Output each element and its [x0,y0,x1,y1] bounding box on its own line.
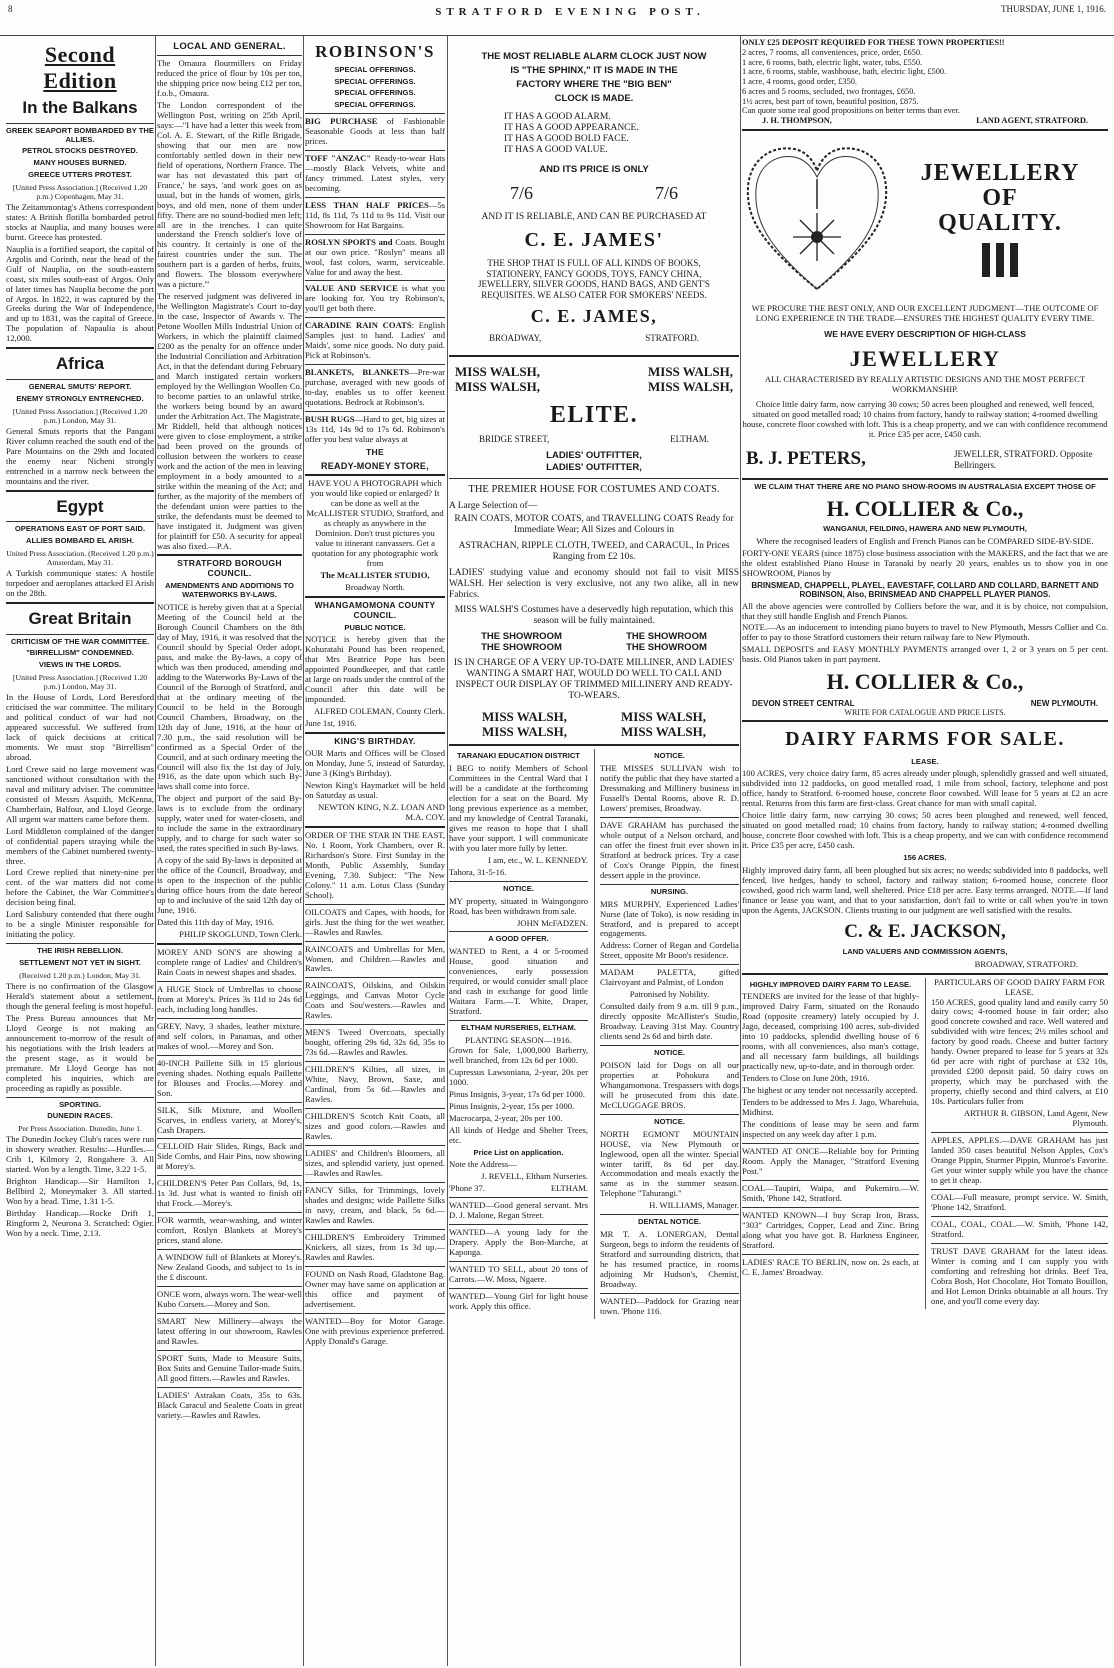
notice-paragraph: MADAM PALETTA, gifted Clairvoyant and Palmist, of London [600,967,739,988]
selection-line: A Large Selection of— [449,500,538,511]
subheading: THE IRISH REBELLION. [37,946,123,956]
jewellery-heading: JEWELLERY [849,345,1001,371]
notice-date: June 1st, 1916. [305,718,357,729]
notice-paragraph: A copy of the said By-laws is deposited at the office of the Council, Broadway, and is open to the inspection of the public during office hours from the date hereof up to and inclusive of the said 12th day of June, 1916. [157,855,302,916]
astrachan-line: ASTRACHAN, RIPPLE CLOTH, TWEED, and CARACUL, In Prices Ranging from £2 10s. [458,540,730,562]
classified-ad: ORDER OF THE STAR IN THE EAST, No. 1 Room, York Chambers, over R. Richardson's Store. First Sunday in the Month, Public Assembly, Sunday Evening, 7.30. Subject: "The New Colony." 11 a.m. Lotus Class (Sunday School). [305,829,445,900]
clock-features: IT HAS A GOOD ALARM. IT HAS A GOOD APPEARANCE. IT HAS A GOOD BOLD FACE. IT HAS A GOOD VALUE. [504,112,639,156]
piano-paragraph: FORTY-ONE YEARS (since 1875) close business association with the MAKERS, and the fact that we are the oldest established Piano House in Taranaki by nearly 20 years, enables us to show you in one SHOWROOM, Pianos by [742,548,1108,579]
jackson-role: LAND VALUERS AND COMMISSION AGENTS, [842,946,1008,956]
procure-line: WE PROCURE THE BEST ONLY, AND OUR EXCELLENT JUDGMENT—THE OUTCOME OF LONG EXPERIENCE IN THE TRADE—ENSURES THE HIGHEST QUALITY EVERY TIME. [751,302,1099,323]
classified-ad: WANTED—Paddock for Grazing near town. 'Phone 116. [600,1295,739,1316]
every-description: WE HAVE EVERY DESCRIPTION OF HIGH-CLASS [824,328,1026,339]
column-rule [447,36,448,1666]
jackson-address: BROADWAY, STRATFORD. [974,958,1078,969]
masthead [0,0,1114,36]
classified-ad: APPLES, APPLES.—DAVE GRAHAM has just landed 350 cases beautiful Nelson Apples, Cox's Orange Pippin, Sturmer Pippin, Munroe's Favorite. Get your winter supply while you have the chance to get it cheap. [931,1135,1108,1185]
acres-heading: 156 ACRES. [903,853,947,863]
column-4-ads [449,38,739,1666]
piano-paragraph: SMALL DEPOSITS and EASY MONTHLY PAYMENTS arranged over 1, 2 or 3 years on 5 per cent. basis. Old Pianos taken in part payment. [742,644,1108,665]
kings-birthday-heading: KING'S BIRTHDAY. [334,736,416,747]
classified-ad: SPORT Suits, Made to Measure Suits, Box Suits and Genuine Tailor-made Suits. All good fitters.—Rawles and Rawles. [157,1352,302,1383]
subheading: GENERAL SMUTS' REPORT. [28,382,132,392]
notice-heading: NOTICE. [503,883,534,893]
notice-heading: NOTICE. [654,1048,685,1058]
article-paragraph: General Smuts reports that the Pangani River column reached the south end of the Pare Mountains on the 29th and located the enemy near Nicheni strongly entrenched in a narrow neck between the mountains and the river. [6,425,154,486]
dateline: United Press Association. (Received 1.20 p.m.) Amsterdam, May 31. [6,548,154,567]
article-paragraph: The Zeitammontag's Athens correspondent states: A British flotilla bombarded petrol stocks at Nauplia, and many houses were burnt. Greece has protested. [6,201,154,242]
classified-ad: TRUST DAVE GRAHAM for the latest ideas. Winter is coming and I can supply you with comforting and refreshing hot drinks. Beef Tea, Cobra Bosh, Hot Chocolate, Hot Tomato Bouillon, and Hot Lemon Drinks obtainable at all hours. Try one, and you'll come every day. [931,1245,1108,1306]
notice-date: Tahora, 31-5-16. [449,866,507,877]
studio-name: The McALLISTER STUDIO, [320,570,430,581]
collier-name: H. COLLIER & Co., [826,495,1024,521]
outfitter-line: LADIES' OUTFITTER, [546,461,642,473]
column-4-lower [449,749,739,1319]
ladies-line: LADIES' studying value and economy should not fail to visit MISS WALSH. Her selection is very exclusive, not any two alike, all in new Fabrics. [449,567,739,601]
notice-paragraph: POISON laid for Dogs on all our properties at Pohokura and Whangamomona. Trespassers with dogs will be prosecuted from this date. McCLUGGAGE BROS. [600,1059,739,1110]
classified-ad: 40-INCH Paillette Silk in 15 glorious evening shades. Nothing equals Paillette for Blouses and Frocks.—Morey and Son. [157,1057,302,1098]
signature: PHILIP SKOGLUND, Town Clerk. [179,929,302,940]
offer-line: SPECIAL OFFERINGS. [334,88,416,98]
notice-paragraph: TENDERS are invited for the lease of that highly-improved Dairy Farm, situated on the Ronaudo Road (opposite creamery) lately occupied by J. Jago, deceased, comprising 100 acres, sub-divided into 10 paddocks, splendid dwelling house of 6 rooms, with all conveniences, also man's cottage, and all necessary farm buildings, all buildings practically new, up-to-date, and in thorough order. [742,991,919,1072]
price: 7/6 [654,183,678,204]
column-2-local [157,38,302,1666]
article-paragraph: The Omaura flourmillers on Friday reduced the price of flour by 10s per ton, the shipping price now being £12 per ton, f.o.b., Omaura. [157,58,302,98]
notice-paragraph: MR T. A. LONERGAN, Dental Surgeon, begs to inform the residents of Stratford and surrounding districts, that he has resumed practice, in rooms adjoining Mr Hudson's, Chemist, Broadway. [600,1229,739,1289]
lower-left [449,749,588,1319]
notice-paragraph: NORTH EGMONT MOUNTAIN HOUSE, via New Plymouth or Inglewood, open all the winter. Special winter tariff, 8s 6d per day. Accommodation and meals exactly the same as in the summer season. Telephone "Tahurangi." [600,1128,739,1199]
article-paragraph: A Turkish communique states: A hostile torpedoer and aeroplanes attacked El Arish on the 28th. [6,567,154,598]
column-rule [740,36,741,1666]
signature: J. REVELL, Eltham Nurseries. [481,1171,588,1182]
classified-ad: A HUGE Stock of Umbrellas to choose from at Morey's. Prices 3s 11d to 24s 6d each, including long handles. [157,983,302,1014]
signature: H. WILLIAMS, Manager. [649,1200,739,1211]
column-rule [155,36,156,1666]
dental-heading: DENTAL NOTICE. [637,1217,701,1227]
store-name: READY-MONEY STORE, [320,461,430,471]
clock-headline: CLOCK IS MADE. [554,93,634,105]
classified-ad: GREY, Navy, 3 shades, leather mixture, and self colors, in Panamas, and other makes of wool.—Morey and Son. [157,1020,302,1051]
classified-ad: FOUND on Nash Road, Gladstone Bag. Owner may have same on application at this office and payment of advertisement. [305,1268,445,1309]
classified-ad: RAINCOATS and Umbrellas for Men, Women, and Children.—Rawles and Rawles. [305,943,445,974]
classified-ad: LADIES' RACE TO BERLIN, now on. 2s each, at C. E. James' Broadway. [742,1256,919,1277]
subheading: MANY HOUSES BURNED. [33,158,127,168]
walsh-names-top: MISS WALSH, MISS WALSH, MISS WALSH, MISS WALSH, [455,364,733,395]
peters-signature: B. J. PETERS, JEWELLER, STRATFORD. Opposite Bellringers. [746,447,1093,470]
reliable-line: AND IT IS RELIABLE, AND CAN BE PURCHASED AT [481,212,707,223]
dateline: Per Press Association. Dunedin, June 1. [18,1124,142,1134]
subheading: CRITICISM OF THE WAR COMMITTEE. [10,636,150,646]
classified-ad: WANTED—Boy for Motor Garage. One with previous experience preferred. Apply Donald's Garage. [305,1315,445,1346]
notice-paragraph: Dated this 11th day of May, 1916. [157,917,275,928]
heart-necklace-icon [742,139,892,299]
subheading: "BIRRELLISM" CONDEMNED. [26,648,134,658]
lower-right [594,749,739,1319]
balkans-heading: In the Balkans [22,98,138,118]
column-rule [303,36,304,1666]
notice-heading: NOTICE. [654,1116,685,1126]
egypt-heading: Egypt [56,496,104,516]
article-paragraph: Brighton Handicap.—Sir Hamilton 1, Bellbird 2, Moneymaker 3. All started. Won by a head. Time, 1.31 1-5. [6,1176,154,1206]
collier-address: DEVON STREET CENTRAL NEW PLYMOUTH. [752,698,1098,708]
photo-ad: HAVE YOU A PHOTOGRAPH which you would like copied or enlarged? It can be done as well at the McALLISTER STUDIO, Stratford, and as cheaply as anywhere in the Dominion. Don't trust pictures you value to itinerant canvassers. Get a quotation for any photographic work from [306,478,444,569]
council-heading: STRATFORD BOROUGH COUNCIL. [177,558,282,579]
article-paragraph: The Dunedin Jockey Club's races were run in showery weather. Results:—Hurdles.—Crib 1, Kilmory 2, Rongahere 3. All started. Won by a length. Time, 3.22 1-5. [6,1134,154,1175]
planting-season: PLANTING SEASON—1916. [465,1034,572,1045]
classified-ad: CELLOID Hair Slides, Rings, Back and Side Combs, and Hair Pins, now showing at Morey's. [157,1141,302,1172]
classified-ad: SILK, Silk Mixture, and Woollen Scarves, in endless variety, at Morey's, Cash Drapers. [157,1104,302,1135]
james-name: C. E. JAMES' [524,229,664,252]
notice-paragraph: THE MISSES SULLIVAN wish to notify the public that they have started a Dressmaking and Millinery business in Fussell's Dental Rooms, above R. D. Lowers' premises, Broadway. [600,763,739,813]
notice-paragraph: 150 ACRES, good quality land and easily carry 50 dairy cows; 4-roomed house in fair order; also good concrete cowshed and race. Well watered and subdivided with wire fences; 2½ miles school and factory by good roads. Cheese and butter factory handy. Owner prepared to lease for 5 years at 32s 6d per acre with right of purchase at £32 10s, provided £200 deposit paid. 50 dairy cows on property, which may be purchased with the property, chiefly second and third calvers, at £10 10s. Particulars fuller from [931,996,1108,1107]
jewellery-quality-title: JEWELLERY OF QUALITY. [892,161,1108,277]
piano-paragraph: All the above agencies were controlled by Colliers before the war, and it is by choice, not compulsion, that they still handle English and French Pianos. [742,600,1108,621]
subheading: VIEWS IN THE LORDS. [38,660,122,670]
jackson-name: C. & E. JACKSON, [844,920,1006,942]
classified-ad: LADIES' and Children's Bloomers, all sizes, and splendid variety, just opened.—Rawles and Rawles. [305,1148,445,1178]
whanga-heading: WHANGAMOMONA COUNTY COUNCIL. [314,600,436,620]
james-name: C. E. JAMES, [530,305,658,326]
subheading: AMENDMENTS AND ADDITIONS TO WATERWORKS BY-LAWS. [165,581,294,600]
outfitter-line: LADIES' OUTFITTER, [546,449,642,461]
subheading: DUNEDIN RACES. [47,1111,113,1121]
britain-heading: Great Britain [28,608,132,628]
notice-paragraph: OUR Marts and Offices will be Closed on Monday, June 5, instead of Saturday, June 3 (King's Birthday). [305,748,445,779]
article-paragraph: The London correspondent of the Wellington Post, writing on 25th April, says:—"I have had a letter this week from Col. A. E. Stewart, of the Rifle Brigade, showing that our men are now comfortably settled down in their new field of operations, Northern France. The war has not devastated this part of France,' he says, 'and work goes on as usual, but in the hands of women, girls, boys, and old men, none of them under fifty. There are no sound-bodied men left; all are in the trenches. I can quite understand the French soldier's love of his country. It certainly is one of the fairest countries under the sun. The southern part is a garden of herbs, fruits, and flowers. The blossom everywhere was a picture.'" [157,99,302,290]
nursery-item: Grown for Sale, 1,000,000 Barberry, well branched, from 12s 6d per 1000. [449,1044,588,1065]
subheading: ENEMY STRONGLY ENTRENCHED. [16,393,144,403]
showroom-row: THE SHOWROOM THE SHOWROOM THE SHOWROOM THE SHOWROOM [481,631,707,654]
offer-line: SPECIAL OFFERINGS. [334,64,416,74]
piano-paragraph: NOTE.—As an inducement to intending piano buyers to travel to New Plymouth, Messrs Collier and Co. offer to pay to those Stratford customers their return railway fare to New Plymouth. [742,622,1108,643]
robinsons-item: VALUE AND SERVICE is what you are looking for. You try Robinson's, you'll get both there. [305,283,445,314]
jewellery-banner [742,134,1108,304]
walsh-names-bottom: MISS WALSH, MISS WALSH, MISS WALSH, MISS WALSH, [481,709,706,740]
robinsons-item: TOFF "ANZAC" Ready-to-wear Hats —mostly Black Velvets, white and fancy trimmed. Latest styles, very becoming. [305,152,445,193]
price-heading: AND ITS PRICE IS ONLY [539,164,649,176]
farm-paragraph: Choice little dairy farm, now carrying 30 cows; 50 acres been ploughed and renewed, well fenced, situated on good metalled road; 10 chains from factory, handy to railway station; 4-roomed dwelling house, concrete floor cowshed with loft. This is a cheap property, and we can with confidence recommend it. Price £35 per acre, £450 cash. [742,810,1108,851]
column-3-ads [305,38,445,1666]
notice-paragraph: Newton King's Haymarket will be held on Saturday as usual. [305,779,445,800]
offer-line: SPECIAL OFFERINGS. [334,76,416,86]
clock-headline: FACTORY WHERE THE "BIG BEN" [516,79,672,91]
robinsons-heading: ROBINSON'S [315,42,435,61]
classified-ad: WANTED KNOWN—I buy Scrap Iron, Brass, "303" Cartridges, Copper, Lead and Zinc. Bring along what you have got. B. Harkness Engineer, Stratford. [742,1209,919,1250]
notice-paragraph: WANTED to Rent, a 4 or 5-roomed House, good situation and conveniences, early possession required, or would consider small place and cash in exchange for good little Waitara Farm.—T. White, Draper, Stratford. [449,946,588,1017]
dateline: [United Press Association.] (Received 1.20 p.m.) London, May 31. [12,406,148,425]
premier-line: THE PREMIER HOUSE FOR COSTUMES AND COATS. [468,483,720,495]
nursery-item: Macrocarpa, 2-year, 20s per 100. [449,1112,563,1123]
issue-date: THURSDAY, JUNE 1, 1916. [1000,4,1106,14]
column-5-ads [742,38,1108,1666]
the-label: THE [365,447,385,458]
notice-paragraph: The conditions of lease may be seen and farm inspected on any week day after 1 p.m. [742,1118,919,1139]
classified-ad: MEN'S Tweed Overcoats, specially bought, offering 29s 6d, 32s 6d, 35s to 73s 6d.—Rawles and Rawles. [305,1027,445,1058]
dateline: [United Press Association.] (Received 1.20 p.m.) London, May 31. [12,672,148,691]
signature: JOHN McFADZEN. [517,917,588,928]
article-paragraph: Lord Crewe replied that ninety-nine per cent. of the war matters did not come before the Cabinet, the War Committee's decision being final. [6,867,154,908]
notice-heading: NOTICE. [654,751,685,761]
notice-paragraph: The object and purport of the said By-laws is to exclude from the ordinary supply, water used for water-closets, and to include the same in the extraordinary supply, and to charge for such water so used, the rates specified in such By-laws. [157,793,302,854]
article-paragraph: Birthday Handicap.—Rocke Drift 1, Ringform 2, Neurona 3. Scratched: Ogier. Won by a neck. Time, 2.13. [6,1207,154,1238]
robinsons-item: BLANKETS, BLANKETS—Pre-war purchase, averaged with new goods of to-day, enables us to offer keenest quotations. Bedrock at Robinson's. [305,367,445,408]
offer-heading: A GOOD OFFER. [488,934,549,944]
signature: I am, etc., W. L. KENNEDY. [488,854,588,865]
classified-ad: OILCOATS and Capes, with hoods, for girls. Just the thing for the wet weather.—Rawles and Rawles. [305,906,445,937]
article-paragraph: The Press Bureau announces that Mr Lloyd George is not making an announcement to-morrow of the result of his negotiations with the Irish leaders at the present stage, as it would be premature. Mr Lloyd George has not completed his inquiries, which are proceeding as rapidly as possible. [6,1012,154,1093]
classified-ad: A WINDOW full of Blankets at Morey's. New Zealand Goods, and subject to 1s in the £ discount. [157,1252,302,1283]
subheading: PUBLIC NOTICE. [344,622,406,632]
nursery-item: Pinus Insignis, 2-year, 15s per 1000. [449,1100,575,1111]
notice-paragraph: The highest or any tender not necessarily accepted. [742,1085,918,1096]
lower-left [742,978,919,1309]
elite-name: ELITE. [549,402,639,429]
local-general-heading: LOCAL AND GENERAL. [173,41,286,52]
newspaper-title: STRATFORD EVENING POST. [435,6,705,18]
subheading: SETTLEMENT NOT YET IN SIGHT. [19,958,141,968]
subheading: GREEK SEAPORT BOMBARDED BY THE ALLIES. [6,125,154,144]
edu-heading: TARANAKI EDUCATION DISTRICT [457,751,580,761]
classified-ad: COAL—Taupiri, Waipa, and Pukemiro.—W. Smith, 'Phone 142, Stratford. [742,1182,919,1203]
price-row [449,183,739,204]
nursery-contact: 'Phone 37. ELTHAM. [449,1183,588,1194]
classified-ad: CHILDREN'S Peter Pan Collars, 9d, 1s, 1s 3d. Just what is wanted to finish off that Frock.—Morey's. [157,1178,302,1209]
classified-ad: DAVE GRAHAM has purchased the whole output of a Nelson orchard, and can offer the finest fruit ever shown in Stratford at bedrock prices. Try a case of Cox's Orange Pippin, the finest dessert apple in the province. [600,819,739,880]
address-note: Note the Address— [449,1159,517,1170]
classified-ad: MOREY AND SON'S are showing a complete range of Ladies' and Children's Rain Coats in newest shapes and shades. [157,946,302,977]
classified-ad: RAINCOATS, Oilskins, and Oilskin Leggings, and Canvas Motor Cycle Coats and Sou'westers.—Rawles and Rawles. [305,980,445,1021]
notice-paragraph: Tenders to Close on June 20th, 1916. [742,1073,870,1084]
piano-claim: WE CLAIM THAT THERE ARE NO PIANO SHOW-ROOMS IN AUSTRALASIA EXCEPT THOSE OF [754,482,1096,492]
ring-bars-icon [892,243,1108,277]
studio-address: Broadway North. [345,582,405,593]
compared-line: Where the recognised leaders of English and French Pianos can be COMPARED SIDE-BY-SIDE. [756,536,1094,547]
classified-ad: FANCY Silks, for Trimmings, lovely shades and designs; wide Paillette Silks in navy, cream, and black, 5s 6d.—Rawles and Rawles. [305,1184,445,1225]
article-paragraph: The reserved judgment was delivered in the Wellington Magistrate's Court to-day in the case, Inspector of Awards v. The Petone Woollen Mills Industrial Union of Workers, in which the plaintiff claimed £200 as the penalty for an offence under the Industrial Conciliation and Arbitration Act, in that the defendant during February and March instigated certain workers employed by the Wellington Woollen Co. to become parties to an unlawful strike, the workers being bound by an award under the Arbitration Act. The Magistrate, Mr Riddell, held that although notices were given to close employment, a strike had been proved on the grounds of collusion between the workers to cease work and the action of the men in leaving employment in a body amounted to a strike within the meaning of the Act; and further, as the majority of the members of the defendant union were parties to the strike, the defendants must be deemed to have instigated it. Judgment was given for plaintiff for £50. A security for appeal was also fixed.—P.A. [157,291,302,551]
patronised-line: Patronised by Nobility. [629,989,710,1000]
classified-ad: WANTED AT ONCE—Reliable boy for Printing Room. Apply the Manager, "Stratford Evening Post." [742,1145,919,1176]
robinsons-item: BUSH RUGS—Hard to get, big sizes at 13s 11d, 14s 9d to 17s 6d. Robinson's offer you best value always at [305,414,445,445]
article-paragraph: Nauplia is a fortified seaport, the capital of Argolis and Corinth, near the head of the Gulf of Nauplia, on the south-eastern coast, six miles south-east of Argos. Only of later times has Nauplia become the port of Argos. In 1822, it was captured by the Greeks during the War of Independence, and up to 1831, was the capital of Greece. The population of Napaulia is about 12,000. [6,243,154,344]
classified-ad: ONCE worn, always worn. The wear-well Kubo Corsets.—Morey and Son. [157,1289,302,1310]
thompson-ad: ONLY £25 DEPOSIT REQUIRED FOR THESE TOWN PROPERTIES!! 2 acres, 7 rooms, all conveniences, price, order, £650. 1 acre, 6 rooms, bath, electric light, water, tubs, £550. 1 acre, 6 rooms, stable, washhouse, bath, electric light, £500. 1 acre, 4 rooms, good order, £350. 6 acres and 5 rooms, secluded, two frontages, £650. 1½ acres, best part of town, beautiful position, £875. Can quote some real good propositions on better terms than ever. J. H. THOMPSON, LAND AGENT, STRATFORD. [742,38,1088,125]
tender-heading: HIGHLY IMPROVED DAIRY FARM TO LEASE. [749,979,912,989]
page-number: 8 [8,4,13,14]
nursery-item: Pinus Insignis, 3-year, 17s 6d per 1000. [449,1088,585,1099]
article-paragraph: Lord Salisbury contended that there ought to be a single Minister responsible for initiating the policy. [6,909,154,940]
classified-ad: WANTED—A young lady for the Drapery. Apply the Bon-Marche, at Kaponga. [449,1227,588,1258]
article-paragraph: Lord Middleton complained of the danger of confidential papers straying while the members of the Cabinet numbered twenty-three. [6,825,154,866]
nursery-item: Cupressus Lawsoniana, 2-year, 20s per 1000. [449,1066,588,1087]
robinsons-item: CARADINE RAIN COATS: English Samples just to hand. Ladies' and Maids', some nice goods. No duty paid. Pick at Robinson's. [305,320,445,361]
classified-ad: WANTED TO SELL, about 20 tons of Carrots.—W. Moss, Ngaere. [449,1264,588,1285]
notice-paragraph: Tenders to be addressed to Mrs J. Jago, Wharehuia, Midhirst. [742,1097,919,1118]
particulars-heading: PARTICULARS OF GOOD DAIRY FARM FOR LEASE. [934,976,1105,997]
nurseries-heading: ELTHAM NURSERIES, ELTHAM. [461,1023,576,1033]
classified-ad: LADIES' Astrakan Coats, 35s to 63s. Black Caracul and Sealette Coats in great variety.—Rawles and Rawles. [157,1389,302,1420]
dateline: [United Press Association.] (Received 1.20 p.m.) Copenhagen, May 31. [12,182,148,201]
dateline: (Received 1.20 p.m.) London, May 31. [19,970,141,980]
shop-description: THE SHOP THAT IS FULL OF ALL KINDS OF BOOKS, STATIONERY, FANCY GOODS, TOYS, FANCY CHINA, JEWELLERY, SILVER GOODS, HAND BAGS, AND GENT'S REQUISITES. WE ALSO CATER FOR SMOKERS' NEEDS. [478,258,710,300]
farm-paragraph: 100 ACRES, very choice dairy farm, 85 acres already under plough, splendidly grassed and well situated, subdivided into 12 paddocks, on good metalled road, 1 mile from school, factory, telephone and post office, handy to Stratford. 6-roomed house, concrete floor cowshed. Will lease for 5 years at £2 an acre rental. Returns from this farm are first-class. Great chance for man with small capital. [742,768,1108,809]
classified-ad: COAL, COAL, COAL.—W. Smith, 'Phone 142, Stratford. [931,1218,1108,1239]
lower-right [925,978,1108,1309]
classified-ad: CHILDREN'S Embroidery Trimmed Knickers, all sizes, from 1s 3d up.—Rawles and Rawles. [305,1231,445,1262]
clock-headline: THE MOST RELIABLE ALARM CLOCK JUST NOW [481,51,707,62]
classified-ad: CHILDREN'S Kilties, all sizes, in White, Navy, Brown, Saxe, and Cardinal, from 5s 6d.—Rawles and Rawles. [305,1064,445,1105]
classified-ad: SMART New Millinery—always the latest offering in our showroom, Rawles and Rawles. [157,1316,302,1346]
nursing-heading: NURSING. [650,886,689,896]
signature: ALFRED COLEMAN, County Clerk. [313,706,445,717]
article-paragraph: There is no confirmation of the Glasgow Herald's statement about a settlement, though the general feeling is most hopeful. [6,980,154,1011]
subheading: ALLIES BOMBARD EL ARISH. [25,536,134,546]
edition-heading: Second Edition [43,42,117,93]
notice-paragraph: NOTICE is hereby given that at a Special Meeting of the Council held at the Borough Council Chambers on the 8th day of May, 1916, it was resolved that the Council should by Special Order adopt, pass, and make the By-laws, a copy of which was then produced, amending and adding to the Waterworks By-Laws of the Council of the Borough of Stratford, and that at the ordinary meeting of the Council to be held in the Borough Council Chambers, Broadway, on the 12th day of June, 1916, at the hour of 7.30 p.m., the said resolution will be confirmed as a Special Order of the Council, and at such ordinary meeting the Council will also fix the 1st day of July, 1916, as the date upon which such By-laws shall come into force. [157,602,302,792]
classified-ad: WANTED—Good general servant. Mrs D. J. Malone, Regan Street. [449,1200,588,1221]
robinsons-item: ROSLYN SPORTS and Coats. Bought at our own price. "Roslyn" means all wool, fast colors, warm, serviceable. Value for and away the best. [305,236,445,277]
classified-ad: COAL—Full measure, prompt service. W. Smith, 'Phone 142, Stratford. [931,1191,1108,1212]
nursery-item: All kinds of Hedge and Shelter Trees, etc. [449,1124,588,1145]
clock-headline: IS "THE SPHINX," IT IS MADE IN THE [510,65,678,77]
subheading: GREECE UTTERS PROTEST. [28,169,132,179]
column-1-news [6,38,154,1666]
column-5-lower [742,978,1108,1309]
choice-line: Choice little dairy farm, now carrying 30 cows; 50 acres been ploughed and renewed, well fenced, situated on good metalled road; 10 chains from factory, handy to railway station; 4-roomed dwelling house, concrete floor cowshed with loft. This is a cheap property, and we can with confidence recommend it. Price £35 per acre, £450 cash. [742,399,1108,440]
milliner-line: IS IN CHARGE OF A VERY UP-TO-DATE MILLINER, AND LADIES' WANTING A SMART HAT, WOULD DO WELL TO CALL AND INSPECT OUR DISPLAY OF TRIMMED MILLINERY AND READY-TO-WEARS. [453,658,735,702]
elite-address: BRIDGE STREET, ELTHAM. [479,434,709,445]
classified-ad: WANTED—Young Girl for light house work. Apply this office. [449,1291,588,1311]
lease-heading: LEASE. [911,756,939,766]
collier-towns: WANGANUI, FEILDING, HAWERA AND NEW PLYMOUTH, [823,524,1027,534]
robinsons-item: BIG PURCHASE of Fashionable Seasonable Goods at less than half prices. [305,115,445,146]
notice-paragraph: I BEG to notify Members of School Committees in the Central Ward that I will be a candidate at the forthcoming election for a seat on the Board. My long previous experience as a member, and my knowledge of Central Taranaki, gives me reason to hope that I shall have your support. I will communicate with you later more fully by letter. [449,763,588,853]
article-paragraph: In the House of Lords, Lord Beresford criticised the war committee. The military and political conduct of war had not appeared successful. We suffered from lack of quick decisions at critical moments. We must stop "Birrellism" abroad. [6,692,154,762]
write-line: WRITE FOR CATALOGUE AND PRICE LISTS. [844,708,1006,718]
notice-paragraph: NOTICE is hereby given that the Kohuratahi Pound has been reopened, that Mrs Beatrice Pope has been appointed Poundkeeper, and that cattle at large on roads under the control of the Council after this date will be impounded. [305,634,445,705]
collier-name: H. COLLIER & Co., [826,669,1024,695]
offer-line: SPECIAL OFFERINGS. [334,100,416,110]
price: 7/6 [509,183,533,204]
price-list-line: Price List on application. [473,1147,564,1157]
costumes-line: MISS WALSH'S Costumes have a deservedly high reputation, which this season will be fully maintained. [454,605,734,627]
coats-line: RAIN COATS, MOTOR COATS, and TRAVELLING COATS Ready for Immediate Wear; All Sizes and Colours in [454,513,734,535]
subheading: SPORTING. [59,1099,101,1109]
article-paragraph: Lord Crewe said no large movement was sanctioned without consultation with the naval and military adviser. The committee consisted of Messrs Asquith, McKenna, Chamberlain, Balfour, and Lloyd George. All urgent war matters came before them. [6,763,154,824]
classified-ad: FOR warmth, wear-washing, and winter comfort, Roslyn Blankets at Morey's prices, stand alone. [157,1215,302,1246]
subheading: PETROL STOCKS DESTROYED. [22,146,138,156]
subheading: OPERATIONS EAST OF PORT SAID. [14,524,146,534]
notice-paragraph: MRS MURPHY, Experienced Ladies' Nurse (late of Toko), is now residing in Stratford, and is prepared to accept engagements. [600,898,739,939]
signature: NEWTON KING, N.Z. LOAN AND M.A. COY. [317,801,445,822]
notice-paragraph: Consulted daily from 9 a.m. till 9 p.m., directly opposite McAllister's Studio, Broadway. Leaving 31st May. Country clients send 2s 6d and birth date. [600,1001,739,1042]
classified-ad: CHILDREN'S Scotch Knit Coats, all sizes and good colors.—Rawles and Rawles. [305,1111,445,1142]
piano-makers: BRINSMEAD, CHAPPELL, PLAYEL, EAVESTAFF, COLLARD AND COLLARD, BARNETT AND ROBINSON, Also, BRINSMEAD AND CHAPPELL PLAYER PIANOS. [751,581,1099,600]
signature: ARTHUR B. GIBSON, Land Agent, New Plymouth. [963,1108,1108,1129]
notice-paragraph: Address: Corner of Regan and Cordelia Street, opposite Mr Boon's residence. [600,940,739,961]
robinsons-item: LESS THAN HALF PRICES—5s 11d, 8s 11d, 7s 11d to 9s 11d. Visit our Showroom for Hat Bargains. [305,199,445,230]
dairy-heading: DAIRY FARMS FOR SALE. [785,728,1065,751]
artistic-line: ALL CHARACTERISED BY REALLY ARTISTIC DESIGNS AND THE MOST PERFECT WORKMANSHIP. [764,374,1086,395]
james-address: BROADWAY, STRATFORD. [489,332,699,343]
notice-paragraph: MY property, situated in Waingongoro Road, has been withdrawn from sale. [449,895,588,916]
farm-paragraph: Highly improved dairy farm, all been ploughed but six acres; no weeds; subdivided into 8 paddocks, well fenced, live hedges, handy to school, factory and railway station; 6-roomed house, concrete floor cowshed, good rich warm land, well sheltered. Price £18 per acre. Easy terms arranged. NOTE.—If land finance or lease you want, and that to your satisfaction, don't fail to write or call when you're in town upon the Agents, JACKSON. Clients trusting to our judgment are well satisfied with the results. [742,864,1108,915]
africa-heading: Africa [55,354,105,374]
